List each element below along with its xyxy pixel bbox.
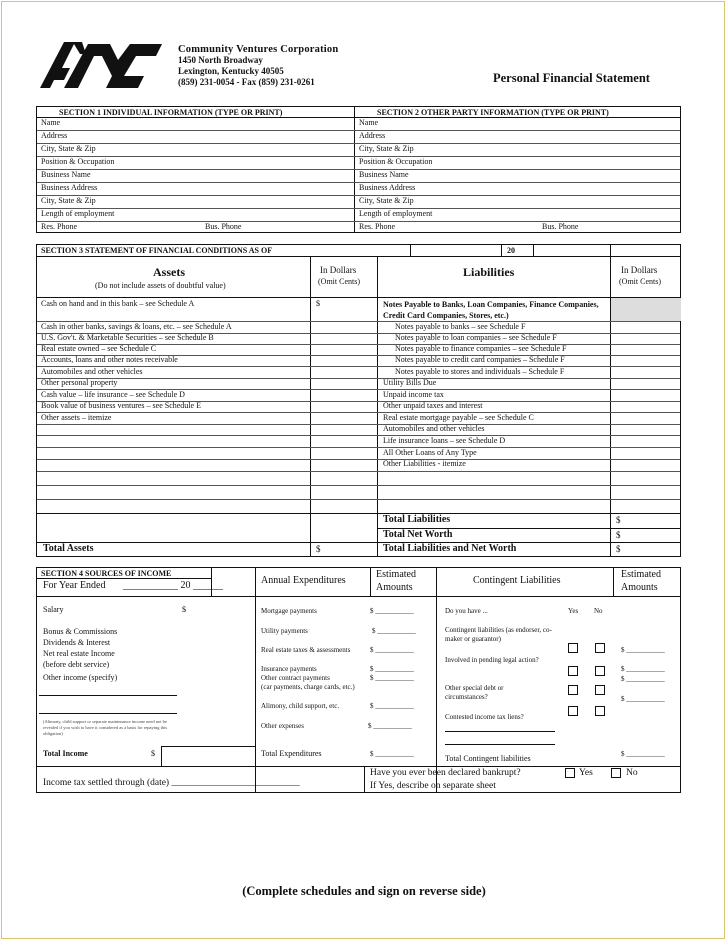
assets-in-dollars: In Dollars	[320, 265, 357, 275]
year-ended-blank[interactable]: ___________ 20 ______	[123, 580, 223, 591]
contingent-item: Other special debt or circumstances?	[445, 684, 504, 701]
asset-row[interactable]: Cash on hand and in this bank – see Schedule A	[41, 299, 195, 308]
exp-amount[interactable]: $ ___________	[370, 674, 414, 682]
expenditure-item: Total Expenditures	[261, 749, 322, 758]
s2-field[interactable]: Address	[359, 131, 386, 140]
s2-field[interactable]: City, State & Zip	[359, 144, 414, 153]
total-net-worth-dollar: $	[616, 530, 621, 540]
notes-payable-heading: Notes Payable to Banks, Loan Companies, Finance Companies, Credit Card Companies, Stores, etc.)	[383, 300, 599, 320]
bankrupt-yes-label: Yes	[579, 768, 593, 778]
legal-yes-checkbox[interactable]	[568, 666, 578, 676]
liabilities-heading: Liabilities	[463, 265, 515, 279]
section-2-title: SECTION 2 OTHER PARTY INFORMATION (TYPE OR PRINT)	[377, 108, 609, 117]
section-3-year: 20	[507, 246, 515, 255]
s2-res-phone[interactable]: Res. Phone	[359, 222, 395, 231]
s1-res-phone[interactable]: Res. Phone	[41, 222, 77, 231]
yes-header: Yes	[568, 607, 579, 615]
s2-field[interactable]: Business Address	[359, 183, 416, 192]
exp-amount[interactable]: $ ___________	[370, 702, 414, 710]
debt-yes-checkbox[interactable]	[568, 685, 578, 695]
expenditure-item: Insurance payments	[261, 665, 317, 673]
s1-field[interactable]: City, State & Zip	[41, 144, 96, 153]
bankrupt-question: Have you ever been declared bankrupt?	[370, 768, 521, 778]
cont-amount[interactable]: $ ___________	[621, 695, 665, 703]
debt-no-checkbox[interactable]	[595, 685, 605, 695]
s1-field[interactable]: City, State & Zip	[41, 196, 96, 205]
s2-field[interactable]: Length of employment	[359, 209, 433, 218]
section-3-title: SECTION 3 STATEMENT OF FINANCIAL CONDITIONS AS OF	[41, 246, 273, 255]
company-address: 1450 North Broadway	[178, 55, 263, 65]
amounts-heading: Amounts	[376, 582, 413, 593]
exp-amount[interactable]: $ ___________	[370, 646, 414, 654]
bankrupt-yes-checkbox[interactable]	[565, 768, 575, 778]
exp-amount[interactable]: $ ___________	[368, 722, 412, 730]
exp-amount[interactable]: $ ___________	[370, 607, 414, 615]
contingent-item: Contingent liabilities (as endorser, co-maker or guarantor)	[445, 626, 552, 643]
liability-row[interactable]: Other unpaid taxes and interest	[383, 401, 483, 410]
amounts-heading-2: Amounts	[621, 582, 658, 593]
total-liabilities-label: Total Liabilities	[383, 514, 451, 525]
expenditure-item: Alimony, child support, etc.	[261, 702, 340, 710]
asset-dollar-sign: $	[316, 299, 320, 308]
liability-row[interactable]: Notes payable to loan companies – see Schedule F	[395, 333, 557, 342]
asset-row[interactable]: Automobiles and other vehicles	[41, 367, 143, 376]
estimated-heading: Estimated	[376, 569, 416, 580]
liability-row[interactable]: Real estate mortgage payable – see Schedule C	[383, 413, 534, 422]
tax-settled-field[interactable]: Income tax settled through (date) ___________________________	[43, 778, 300, 788]
asset-row[interactable]: Other personal property	[41, 378, 118, 387]
section-3-table	[36, 244, 681, 557]
s1-field[interactable]: Business Name	[41, 170, 91, 179]
total-income-label: Total Income	[43, 749, 88, 758]
cont-amount[interactable]: $ ___________	[621, 750, 665, 758]
liab-omit-cents: (Omit Cents)	[619, 277, 661, 286]
contingent-heading: Contingent Liabilities	[473, 575, 561, 586]
company-phone: (859) 231-0054 - Fax (859) 231-0261	[178, 77, 315, 87]
year-ended-label: For Year Ended	[43, 580, 106, 591]
s1-bus-phone[interactable]: Bus. Phone	[205, 222, 242, 231]
total-net-worth-label: Total Net Worth	[383, 529, 453, 540]
liability-row[interactable]: Utility Bills Due	[383, 378, 437, 387]
assets-heading: Assets	[153, 265, 185, 279]
footer-instruction: (Complete schedules and sign on reverse side)	[242, 884, 486, 898]
exp-amount[interactable]: $ ___________	[372, 627, 416, 635]
cvc-logo	[40, 42, 162, 88]
asset-row[interactable]: Book value of business ventures – see Schedule E	[41, 401, 201, 410]
section-4-title: SECTION 4 SOURCES OF INCOME	[41, 569, 172, 578]
expenditure-item: Other expenses	[261, 722, 304, 730]
no-header: No	[594, 607, 603, 615]
company-city: Lexington, Kentucky 40505	[178, 66, 284, 76]
describe-note: If Yes, describe on separate sheet	[370, 781, 496, 791]
liability-row[interactable]: Life insurance loans – see Schedule D	[383, 436, 506, 445]
liability-row[interactable]: Notes payable to stores and individuals – Schedule F	[395, 367, 565, 376]
s2-field[interactable]: City, State & Zip	[359, 196, 414, 205]
cont-amount[interactable]: $ ___________	[621, 675, 665, 683]
expenditure-item: Mortgage payments	[261, 607, 317, 615]
section-1-2-table	[36, 106, 681, 233]
liability-row[interactable]: Automobiles and other vehicles	[383, 424, 485, 433]
expenditure-item: (car payments, charge cards, etc.)	[261, 683, 355, 691]
liability-row[interactable]: Notes payable to finance companies – see Schedule F	[395, 344, 567, 353]
contingent-item: Contested income tax liens?	[445, 713, 524, 721]
total-assets-label: Total Assets	[43, 543, 94, 554]
s2-field[interactable]: Business Name	[359, 170, 409, 179]
assets-omit-cents: (Omit Cents)	[318, 277, 360, 286]
s1-field[interactable]: Name	[41, 118, 61, 127]
liability-row[interactable]: Notes payable to banks – see Schedule F	[395, 322, 526, 331]
income-item: Other income (specify)	[43, 673, 118, 682]
contingent-yes-checkbox[interactable]	[568, 643, 578, 653]
tax-lien-no-checkbox[interactable]	[595, 706, 605, 716]
section-1-title: SECTION 1 INDIVIDUAL INFORMATION (TYPE OR PRINT)	[59, 108, 283, 117]
s1-field[interactable]: Length of employment	[41, 209, 115, 218]
s1-field[interactable]: Address	[41, 131, 68, 140]
total-income-box[interactable]	[161, 746, 256, 767]
expenditure-item: Other contract payments	[261, 674, 330, 682]
s2-field[interactable]: Name	[359, 118, 379, 127]
income-item: (before debt service)	[43, 660, 110, 669]
income-item: Salary	[43, 605, 64, 614]
total-liabilities-dollar: $	[616, 515, 621, 525]
total-contingent-label: Total Contingent liabilities	[445, 754, 531, 763]
income-item: Bonus & Commissions	[43, 627, 118, 636]
asset-row[interactable]: Cash value – life insurance – see Schedule D	[41, 390, 185, 399]
total-liab-net-worth-dollar: $	[616, 544, 621, 554]
expenditure-item: Utility payments	[261, 627, 308, 635]
company-block	[178, 44, 338, 88]
liability-row[interactable]: Unpaid income tax	[383, 390, 444, 399]
alimony-note: (Alimony, child support or separate maintenance income need not be revealed if you wish to have it considered as a basis for repaying this obligation)	[43, 719, 168, 736]
company-name: Community Ventures Corporation	[178, 44, 339, 55]
exp-amount[interactable]: $ ___________	[370, 665, 414, 673]
income-item: Dividends & Interest	[43, 638, 111, 647]
cont-amount[interactable]: $ ___________	[621, 665, 665, 673]
total-income-dollar: $	[151, 749, 155, 758]
income-item: Net real estate Income	[43, 649, 115, 658]
asset-row[interactable]: Other assets – itemize	[41, 413, 112, 422]
bankrupt-no-label: No	[626, 768, 638, 778]
estimated-heading-2: Estimated	[621, 569, 661, 580]
asset-row[interactable]: U.S. Gov't. & Marketable Securities – see Schedule B	[41, 333, 214, 342]
liability-row[interactable]: All Other Loans of Any Type	[383, 448, 477, 457]
asset-row[interactable]: Cash in other banks, savings & loans, etc. – see Schedule A	[41, 322, 232, 331]
contingent-item: Involved in pending legal action?	[445, 656, 539, 664]
liab-in-dollars: In Dollars	[621, 265, 658, 275]
liability-row[interactable]: Other Liabilities - itemize	[383, 459, 466, 468]
contingent-no-checkbox[interactable]	[595, 643, 605, 653]
total-liab-net-worth-label: Total Liabilities and Net Worth	[383, 543, 517, 554]
cont-amount[interactable]: $ ___________	[621, 646, 665, 654]
liability-row[interactable]: Notes payable to credit card companies – Schedule F	[395, 355, 565, 364]
s2-field[interactable]: Position & Occupation	[359, 157, 433, 166]
legal-no-checkbox[interactable]	[595, 666, 605, 676]
exp-amount[interactable]: $ ___________	[370, 750, 414, 758]
assets-subheading: (Do not include assets of doubtful value)	[95, 281, 226, 290]
s1-field[interactable]: Business Address	[41, 183, 98, 192]
bankrupt-no-checkbox[interactable]	[611, 768, 621, 778]
expenditure-item: Real estate taxes & assessments	[261, 646, 351, 654]
s2-bus-phone[interactable]: Bus. Phone	[542, 222, 579, 231]
asset-row[interactable]: Real estate owned – see Schedule C	[41, 344, 157, 353]
asset-row[interactable]: Accounts, loans and other notes receivable	[41, 355, 178, 364]
annual-expenditures-heading: Annual Expenditures	[261, 575, 346, 586]
tax-lien-yes-checkbox[interactable]	[568, 706, 578, 716]
section-4-table	[36, 567, 681, 793]
s1-field[interactable]: Position & Occupation	[41, 157, 115, 166]
do-you-have-label: Do you have ...	[445, 607, 488, 615]
document-title: Personal Financial Statement	[493, 71, 650, 85]
salary-dollar: $	[182, 605, 186, 614]
total-assets-dollar: $	[316, 544, 321, 554]
